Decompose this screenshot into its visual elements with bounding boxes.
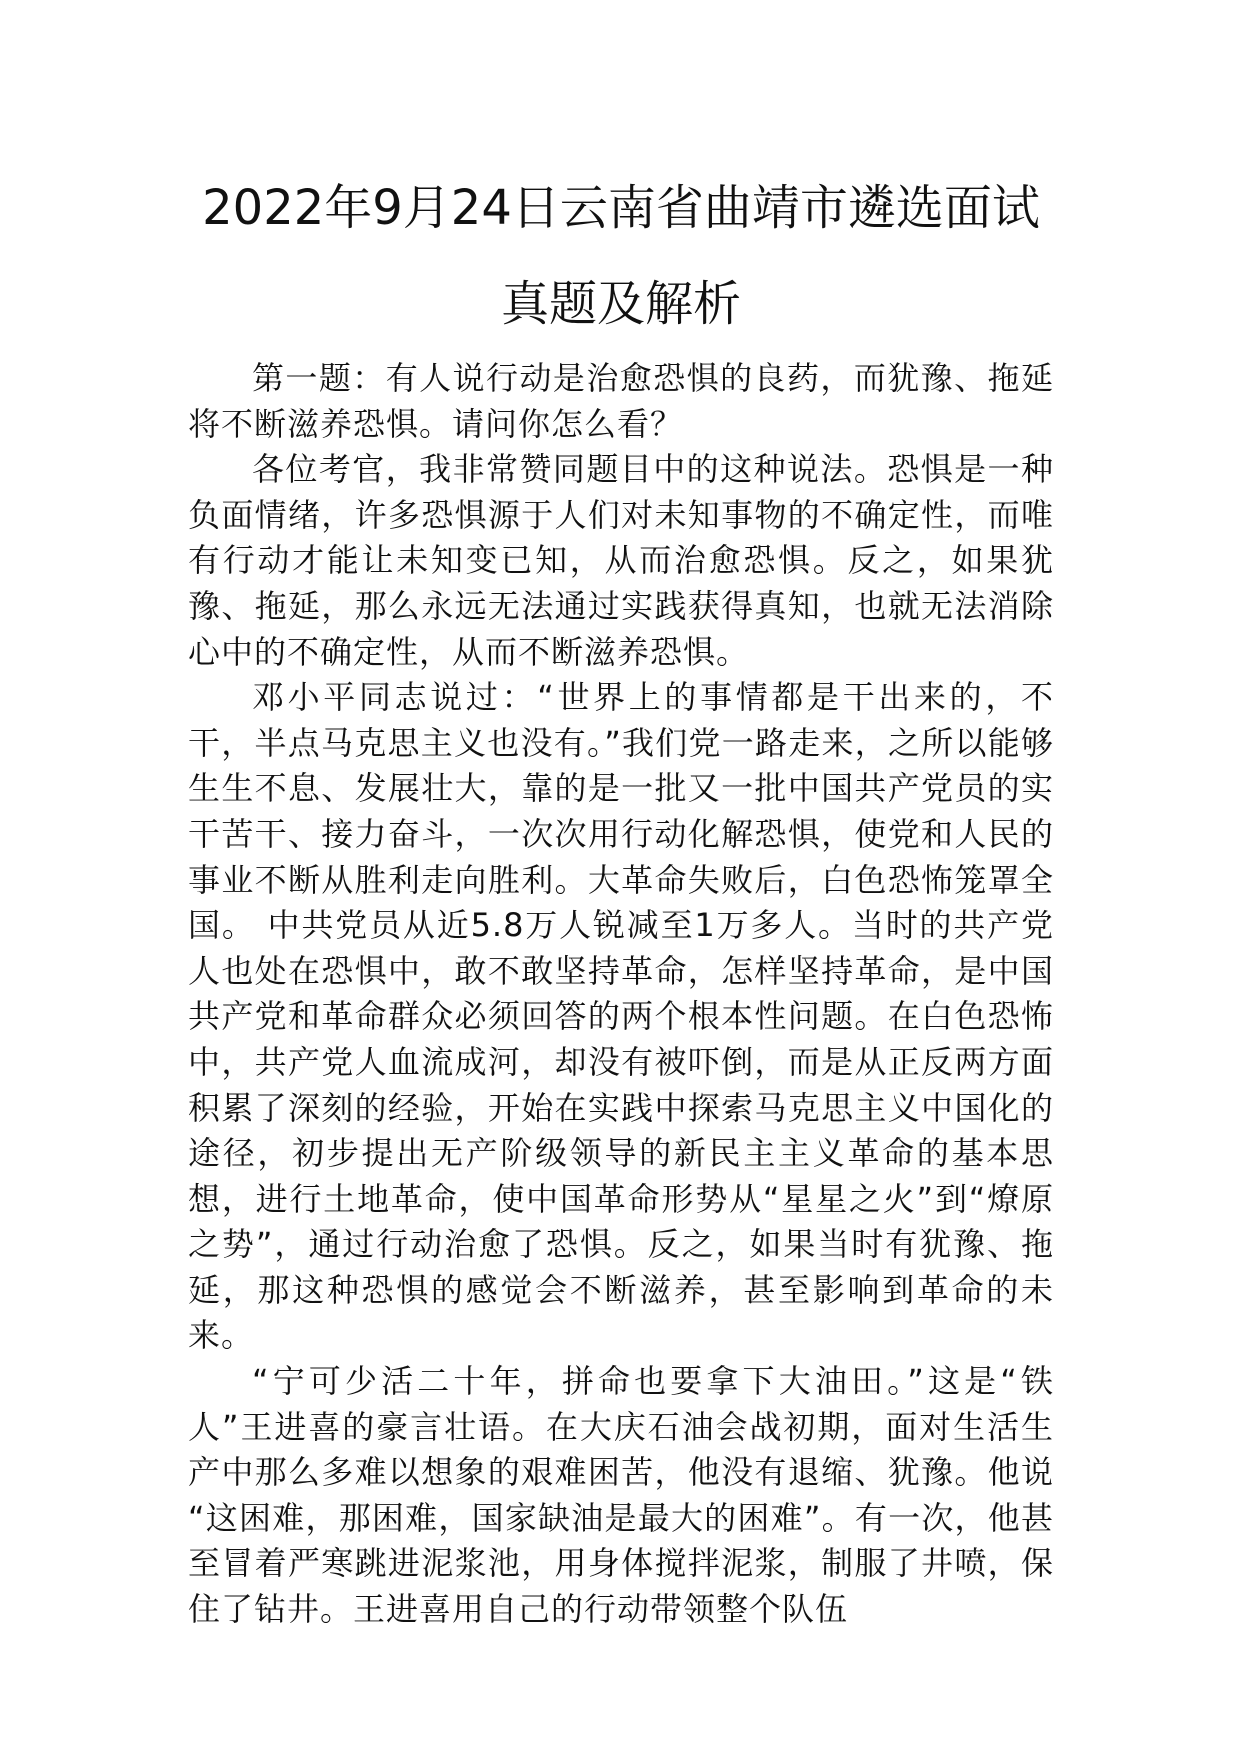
document-page: [188, 160, 1054, 1633]
question-paragraph: 第一题：有人说行动是治愈恐惧的良药，而犹豫、拖延将不断滋养恐惧。请问你怎么看？: [188, 359, 1054, 443]
answer-paragraph-intro: 各位考官，我非常赞同题目中的这种说法。恐惧是一种负面情绪，许多恐惧源于人们对未知事物的不确定性，而唯有行动才能让未知变已知，从而治愈恐惧。反之，如果犹豫、拖延，那么永远无法通过实践获得真知，也就无法消除心中的不确定性，从而不断滋养恐惧。: [188, 450, 1054, 671]
document-body: [188, 356, 1054, 1633]
document-title: 2022年9月24日云南省曲靖市遴选面试真题及解析: [202, 180, 1040, 332]
answer-paragraph-history: 邓小平同志说过：“世界上的事情都是干出来的，不干，半点马克思主义也没有。”我们党一路走来，之所以能够生生不息、发展壮大，靠的是一批又一批中国共产党员的实干苦干、接力奋斗，一次次用行动化解恐惧，使党和人民的事业不断从胜利走向胜利。大革命失败后，白色恐怖笼罩全国。 中共党员从近5.8万人锐减至1万多人。当时的共产党人也处在恐惧中，敢不敢坚持革命，怎样坚持革命，是中国共产党和革命群众必须回答的两个根本性问题。在白色恐怖中，共产党人血流成河，却没有被吓倒，而是从正反两方面积累了深刻的经验，开始在实践中探索马克思主义中国化的途径，初步提出无产阶级领导的新民主主义革命的基本思想，进行土地革命，使中国革命形势从“星星之火”到“燎原之势”，通过行动治愈了恐惧。反之，如果当时有犹豫、拖延，那这种恐惧的感觉会不断滋养，甚至影响到革命的未来。: [188, 678, 1054, 1355]
answer-paragraph-wang-jinxi: “宁可少活二十年，拼命也要拿下大油田。”这是“铁人”王进喜的豪言壮语。在大庆石油会战初期，面对生活生产中那么多难以想象的艰难困苦，他没有退缩、犹豫。他说 “这困难，那困难，国家缺油是最大的困难”。有一次，他甚至冒着严寒跳进泥浆池，用身体搅拌泥浆，制服了井喷，保住了钻井。王进喜用自己的行动带领整个队伍: [188, 1362, 1054, 1629]
